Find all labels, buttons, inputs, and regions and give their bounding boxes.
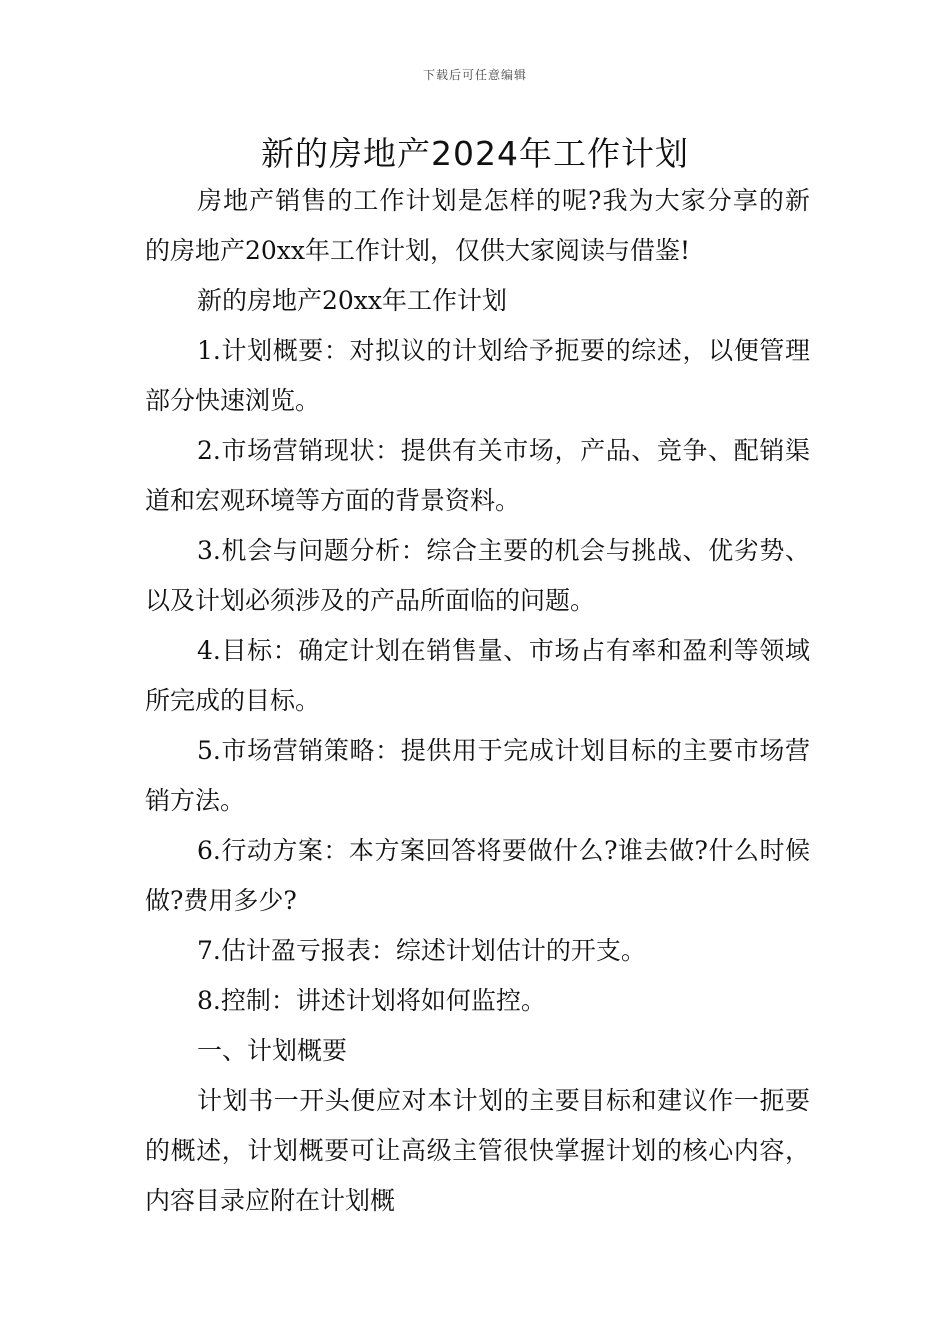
document-title: 新的房地产2024年工作计划 bbox=[261, 134, 689, 173]
paragraph-item-7: 7.估计盈亏报表：综述计划估计的开支。 bbox=[197, 936, 646, 965]
paragraph-item-6: 6.行动方案：本方案回答将要做什么?谁去做?什么时候做?费用多少? bbox=[145, 836, 810, 915]
paragraph-item-2: 2.市场营销现状：提供有关市场，产品、竞争、配销渠道和宏观环境等方面的背景资料。 bbox=[145, 436, 810, 515]
paragraph-intro: 房地产销售的工作计划是怎样的呢?我为大家分享的新的房地产20xx年工作计划，仅供大家阅读与借鉴! bbox=[145, 186, 810, 265]
document-body bbox=[145, 176, 810, 1226]
paragraph-item-1: 1.计划概要：对拟议的计划给予扼要的综述，以便管理部分快速浏览。 bbox=[145, 336, 810, 415]
paragraph-section-1-body: 计划书一开头便应对本计划的主要目标和建议作一扼要的概述，计划概要可让高级主管很快掌握计划的核心内容，内容目录应附在计划概 bbox=[145, 1086, 810, 1215]
paragraph-item-3: 3.机会与问题分析：综合主要的机会与挑战、优劣势、以及计划必须涉及的产品所面临的问题。 bbox=[145, 536, 810, 615]
paragraph-subtitle: 新的房地产20xx年工作计划 bbox=[197, 286, 508, 315]
paragraph-item-4: 4.目标：确定计划在销售量、市场占有率和盈利等领域所完成的目标。 bbox=[145, 636, 810, 715]
paragraph-item-8: 8.控制：讲述计划将如何监控。 bbox=[197, 986, 546, 1015]
header-note: 下载后可任意编辑 bbox=[422, 68, 527, 82]
paragraph-item-5: 5.市场营销策略：提供用于完成计划目标的主要市场营销方法。 bbox=[145, 736, 810, 815]
section-heading-1: 一、计划概要 bbox=[197, 1036, 348, 1065]
